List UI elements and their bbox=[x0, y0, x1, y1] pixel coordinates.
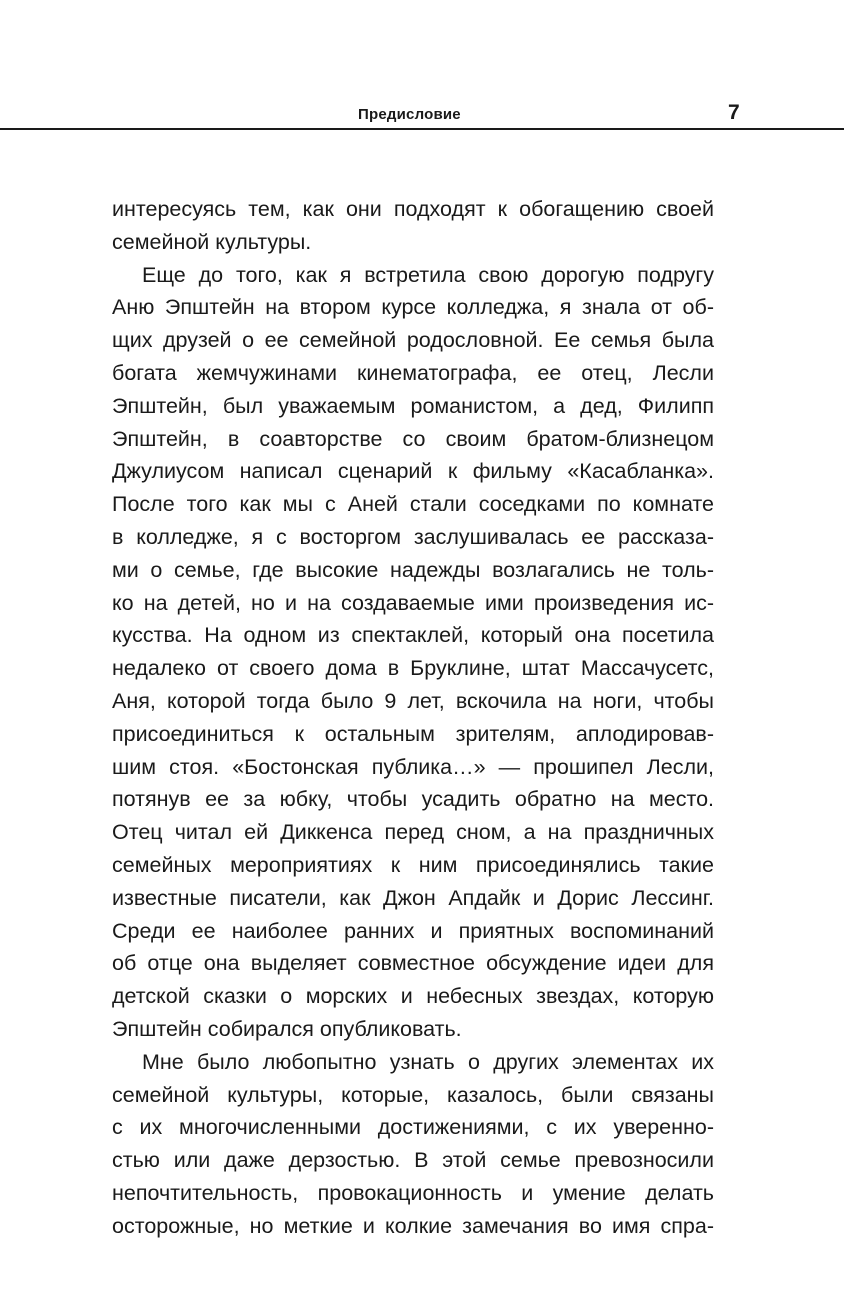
text-line: ко на детей, но и на создаваемые ими произведения ис- bbox=[112, 590, 714, 615]
text-line: семейной культуры, которые, казалось, были связаны bbox=[112, 1082, 714, 1107]
text-line: непочтительность, провокационность и умение делать bbox=[112, 1180, 714, 1205]
text-line: известные писатели, как Джон Апдайк и Дорис Лессинг. bbox=[112, 885, 714, 910]
running-head bbox=[0, 100, 844, 130]
text-line: Аню Эпштейн на втором курсе колледжа, я знала от об- bbox=[112, 295, 714, 320]
text-line: Аня, которой тогда было 9 лет, вскочила на ноги, чтобы bbox=[112, 688, 714, 713]
text-line: Еще до того, как я встретила свою дорогую подругу bbox=[142, 262, 714, 287]
text-line: с их многочисленными достижениями, с их увереннo- bbox=[112, 1115, 714, 1140]
text-line: детской сказки о морских и небесных звездах, которую bbox=[112, 984, 714, 1009]
text-line: щих друзей о ее семейной родословной. Ее семья была bbox=[112, 328, 714, 353]
text-line: потянув ее за юбку, чтобы усадить обратно на место. bbox=[112, 787, 714, 812]
body-text bbox=[112, 193, 714, 1243]
text-line: Эпштейн собирался опубликовать. bbox=[112, 1016, 462, 1041]
text-line: шим стоя. «Бостонская публика…» — прошипел Лесли, bbox=[112, 754, 714, 779]
text-line: Эпштейн, в соавторстве со своим братом-близнецом bbox=[112, 426, 714, 451]
text-line: ми о семье, где высокие надежды возлагались не толь- bbox=[112, 557, 714, 582]
text-line: присоединиться к остальным зрителям, аплодировав- bbox=[112, 721, 714, 746]
text-line: Эпштейн, был уважаемым романистом, а дед, Филипп bbox=[112, 393, 714, 418]
section-title: Предисловие bbox=[358, 106, 461, 123]
text-line: недалеко от своего дома в Бруклине, штат Массачусетс, bbox=[112, 656, 714, 681]
text-line: кусства. На одном из спектаклей, который она посетила bbox=[112, 623, 714, 648]
text-line: в колледже, я с восторгом заслушивалась ее рассказа- bbox=[112, 524, 714, 549]
text-line: Джулиусом написал сценарий к фильму «Касабланка». bbox=[112, 459, 714, 484]
text-line: После того как мы с Аней стали соседками по комнате bbox=[112, 492, 714, 517]
text-line: Мне было любопытно узнать о других элементах их bbox=[142, 1049, 714, 1074]
text-line: семейных мероприятиях к ним присоединялись такие bbox=[112, 852, 714, 877]
text-line: семейной культуры. bbox=[112, 229, 312, 254]
text-line: интересуясь тем, как они подходят к обогащению своей bbox=[112, 197, 714, 221]
text-line: стью или даже дерзостью. В этой семье превозносили bbox=[112, 1148, 714, 1173]
text-line: осторожные, но меткие и колкие замечания во имя спра- bbox=[112, 1213, 714, 1238]
text-line: Среди ее наиболее ранних и приятных воспоминаний bbox=[112, 918, 714, 943]
page-number: 7 bbox=[728, 101, 740, 124]
text-line: Отец читал ей Диккенса перед сном, а на праздничных bbox=[112, 820, 714, 845]
header-rule bbox=[0, 128, 844, 130]
text-line: об отце она выделяет совместное обсуждение идеи для bbox=[112, 951, 714, 976]
text-line: богата жемчужинами кинематографа, ее отец, Лесли bbox=[112, 360, 714, 385]
